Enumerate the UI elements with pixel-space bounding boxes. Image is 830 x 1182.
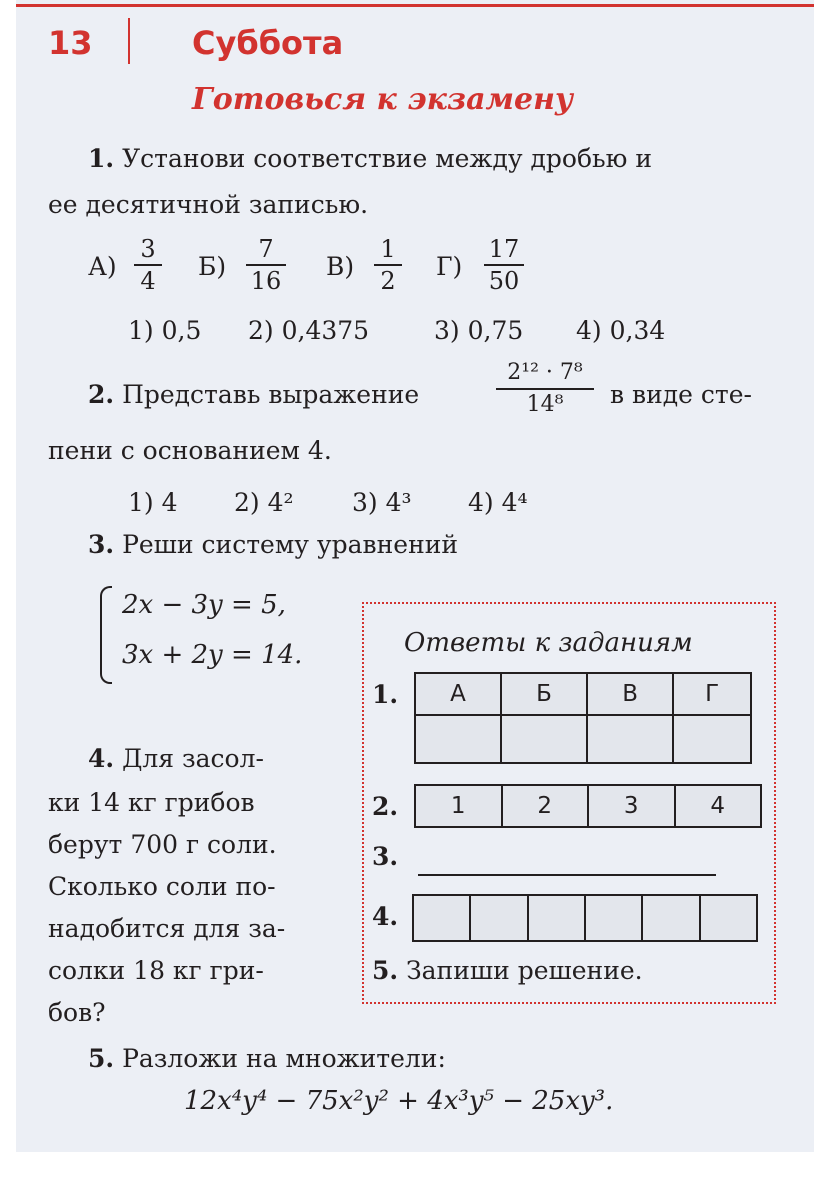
answer-option-1[interactable]: 1: [415, 785, 502, 827]
fraction-a: [134, 236, 162, 294]
answer-grid-1-header-b: Б: [501, 673, 587, 715]
answer-option-3[interactable]: 3: [588, 785, 675, 827]
task4-line7: бов?: [48, 998, 106, 1027]
answer-row-5: [372, 956, 643, 985]
task5-text: Разложи на множители:: [122, 1044, 446, 1073]
task1-text-line2: ее десятичной записью.: [48, 190, 369, 219]
fraction-b-denominator: 16: [250, 267, 282, 295]
task1-text: Установи соответствие между дробью и: [122, 144, 652, 173]
fraction-b-numerator: 7: [258, 235, 274, 263]
answer-grid-2: [414, 784, 762, 828]
answer-task5-text: Запиши решение.: [406, 956, 643, 985]
task3-number: 3.: [88, 530, 115, 559]
answer-option-4[interactable]: 4: [675, 785, 762, 827]
answer-cell-g[interactable]: [673, 715, 751, 763]
fraction-v-label: В): [326, 252, 355, 281]
task3-text: Реши систему уравнений: [122, 530, 459, 559]
answer-cell-a[interactable]: [415, 715, 501, 763]
fraction-b-label: Б): [198, 252, 227, 281]
task2-text-line2: пени с основанием 4.: [48, 436, 332, 465]
answer-label-2: 2.: [372, 792, 399, 821]
fraction-b: [246, 236, 286, 294]
task2-text-before: Представь выражение: [122, 380, 420, 409]
task2-option-4: 4) 4⁴: [468, 488, 528, 517]
equation-1: 2x − 3y = 5,: [122, 590, 286, 620]
answer-grid-1-header-a: А: [415, 673, 501, 715]
task4-line1: [88, 744, 264, 773]
answer-cell-v[interactable]: [587, 715, 673, 763]
answer-grid-1: [414, 672, 752, 764]
answer-option-2[interactable]: 2: [502, 785, 589, 827]
fraction-g: [484, 236, 524, 294]
answer-digit-cell[interactable]: [470, 895, 527, 941]
fraction-a-denominator: 4: [140, 267, 156, 295]
task3-text-line: [88, 530, 458, 559]
task5-text-line: [88, 1044, 446, 1073]
task4-number: 4.: [88, 744, 115, 773]
answer-cell-b[interactable]: [501, 715, 587, 763]
fraction-g-numerator: 17: [488, 235, 520, 263]
lesson-number: 13: [48, 24, 93, 62]
equation-2: 3x + 2y = 14.: [122, 640, 303, 670]
task1-number: 1.: [88, 144, 115, 173]
task1-option-4: 4) 0,34: [576, 316, 666, 345]
task5-expression: 12x⁴y⁴ − 75x²y² + 4x³y⁵ − 25xy³.: [184, 1086, 614, 1116]
answer-digit-cell[interactable]: [585, 895, 642, 941]
task2-option-2: 2) 4²: [234, 488, 294, 517]
answer-label-5: 5.: [372, 956, 399, 985]
answer-grid-4: [412, 894, 758, 942]
task2-numerator: 2¹² · 7⁸: [507, 360, 583, 385]
task2-denominator: 14⁸: [526, 392, 564, 417]
answer-digit-cell[interactable]: [700, 895, 757, 941]
task4-line5: надобится для за-: [48, 914, 286, 943]
task2-option-1: 1) 4: [128, 488, 178, 517]
task4-line1-text: Для засол-: [122, 744, 264, 773]
fraction-a-label: А): [88, 252, 117, 281]
section-subtitle: Готовься к экзамену: [192, 82, 573, 117]
fraction-g-label: Г): [436, 252, 463, 281]
answers-box-title: Ответы к заданиям: [404, 628, 693, 658]
answer-label-4: 4.: [372, 902, 399, 931]
answer-label-1: 1.: [372, 680, 399, 709]
answer-line-3[interactable]: [418, 874, 716, 876]
task5-number: 5.: [88, 1044, 115, 1073]
task2-text-after: в виде сте-: [610, 380, 752, 409]
task4-line4: Сколько соли по-: [48, 872, 276, 901]
answer-digit-cell[interactable]: [413, 895, 470, 941]
task1-text-line1: [88, 144, 652, 173]
task1-option-2: 2) 0,4375: [248, 316, 370, 345]
task1-option-1: 1) 0,5: [128, 316, 202, 345]
task4-line3: берут 700 г соли.: [48, 830, 277, 859]
task2-fraction: [496, 360, 594, 418]
answer-label-3: 3.: [372, 842, 399, 871]
fraction-g-denominator: 50: [488, 267, 520, 295]
task4-line2: ки 14 кг грибов: [48, 788, 255, 817]
task1-option-3: 3) 0,75: [434, 316, 524, 345]
top-rule: [16, 4, 814, 7]
answer-grid-1-header-v: В: [587, 673, 673, 715]
fraction-a-numerator: 3: [140, 235, 156, 263]
task4-line6: солки 18 кг гри-: [48, 956, 264, 985]
header-divider: [128, 18, 130, 64]
fraction-v-numerator: 1: [380, 235, 396, 263]
day-title: Суббота: [192, 24, 344, 62]
answer-digit-cell[interactable]: [642, 895, 699, 941]
answer-digit-cell[interactable]: [528, 895, 585, 941]
answer-grid-1-header-g: Г: [673, 673, 751, 715]
task2-text-line1: [88, 380, 419, 409]
task2-option-3: 3) 4³: [352, 488, 412, 517]
fraction-v: [374, 236, 402, 294]
system-brace: [100, 586, 112, 684]
task2-number: 2.: [88, 380, 115, 409]
fraction-v-denominator: 2: [380, 267, 396, 295]
